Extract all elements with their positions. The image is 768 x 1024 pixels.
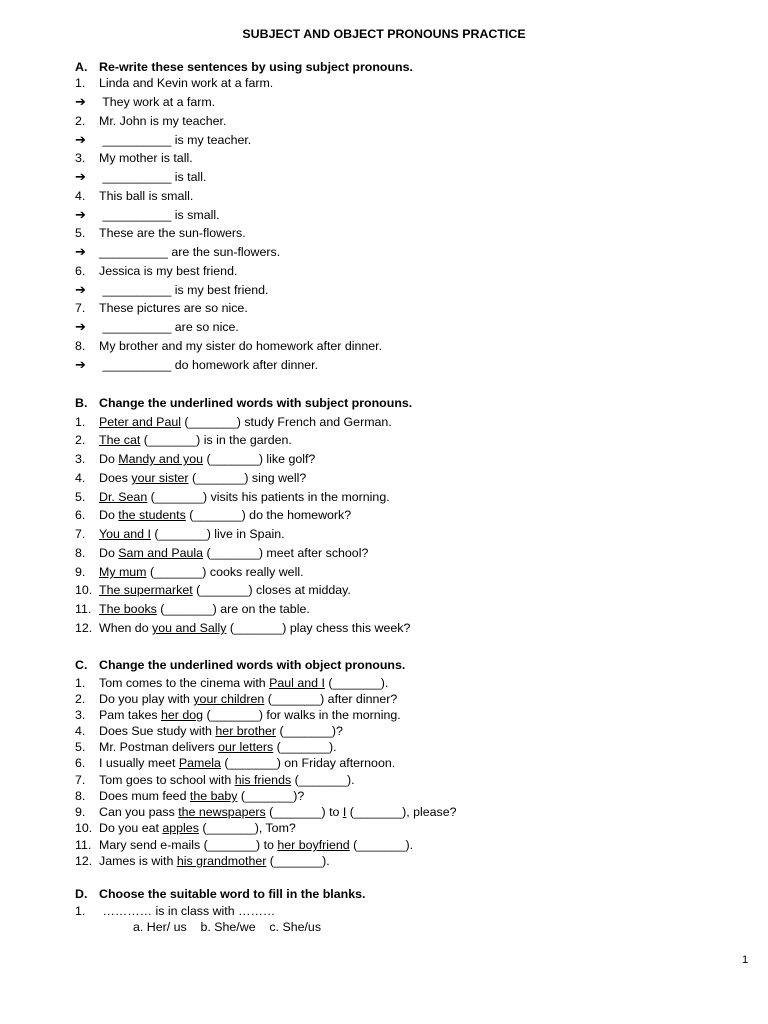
list-item [75, 837, 413, 853]
answer-line [75, 282, 268, 298]
item-text: Do [99, 546, 119, 560]
item-text: (_______) closes at midday. [192, 583, 351, 597]
underlined-words: your sister [131, 471, 189, 485]
list-item [75, 820, 296, 836]
item-text: Mr. Postman delivers [99, 740, 219, 754]
list-item [75, 723, 343, 739]
list-item [75, 75, 273, 91]
list-item [75, 489, 390, 505]
list-item [75, 338, 382, 354]
underlined-words: Paul and I [269, 676, 325, 690]
item-text: (_______) for walks in the morning. [203, 708, 401, 722]
list-item [75, 225, 246, 241]
item-text: (_______) visits his patients in the morning. [147, 490, 390, 504]
answer-options [133, 919, 321, 935]
list-item [75, 113, 226, 129]
list-item [75, 300, 248, 316]
item-text: Tom goes to school with [99, 773, 235, 787]
item-sentence: Jessica is my best friend. [99, 264, 238, 278]
item-text: (_______). [273, 740, 337, 754]
underlined-words: I [342, 805, 347, 819]
answer-text: __________ are so nice. [99, 320, 239, 334]
section-letter: C. [75, 658, 88, 672]
item-number: 6. [75, 264, 86, 278]
answer-text: __________ do homework after dinner. [99, 358, 319, 372]
section-c-heading [75, 657, 405, 673]
item-number: 11. [75, 602, 92, 616]
underlined-words: The books [99, 602, 157, 616]
list-item [75, 601, 310, 617]
underlined-words: The supermarket [99, 583, 193, 597]
item-text: (_______) sing well? [188, 471, 307, 485]
underlined-words: The cat [99, 433, 141, 447]
arrow-icon: ➔ [75, 169, 86, 184]
item-text: (_______) after dinner? [264, 692, 398, 706]
section-d-heading [75, 886, 365, 902]
answer-line [75, 94, 215, 110]
item-text: Do you eat [99, 821, 163, 835]
underlined-words: My mum [99, 565, 147, 579]
list-item [75, 526, 285, 542]
arrow-icon: ➔ [75, 132, 86, 147]
list-item [75, 470, 306, 486]
item-number: 4. [75, 724, 86, 738]
item-text: (_______) live in Spain. [150, 527, 285, 541]
list-item [75, 755, 395, 771]
list-item [75, 903, 275, 919]
item-sentence: My brother and my sister do homework after dinner. [99, 339, 383, 353]
arrow-icon: ➔ [75, 282, 86, 297]
item-number: 2. [75, 114, 86, 128]
list-item [75, 691, 397, 707]
item-text: (_______), Tom? [198, 821, 296, 835]
item-text: Does [99, 471, 132, 485]
underlined-words: your children [193, 692, 265, 706]
underlined-words: our letters [218, 740, 274, 754]
item-number: 4. [75, 189, 86, 203]
underlined-words: Sam and Paula [118, 546, 204, 560]
item-sentence: This ball is small. [99, 189, 194, 203]
item-text: When do [99, 621, 153, 635]
list-item [75, 620, 410, 636]
answer-text: They work at a farm. [99, 95, 216, 109]
underlined-words: the baby [189, 789, 238, 803]
item-text: (_______), please? [346, 805, 457, 819]
list-item [75, 707, 401, 723]
list-item [75, 788, 304, 804]
arrow-icon: ➔ [75, 207, 86, 222]
underlined-words: Dr. Sean [99, 490, 148, 504]
item-number: 7. [75, 301, 86, 315]
page-title: SUBJECT AND OBJECT PRONOUNS PRACTICE [242, 27, 526, 41]
item-sentence: Mr. John is my teacher. [99, 114, 227, 128]
item-number: 5. [75, 226, 86, 240]
item-text: Mary send e-mails (_______) to [99, 838, 278, 852]
item-text: Do [99, 508, 119, 522]
arrow-icon: ➔ [75, 319, 86, 334]
item-number: 7. [75, 527, 86, 541]
list-item [75, 451, 315, 467]
item-number: 3. [75, 452, 86, 466]
underlined-words: her brother [215, 724, 277, 738]
item-number: 12. [75, 854, 93, 868]
list-item [75, 150, 193, 166]
item-text: Tom comes to the cinema with [99, 676, 270, 690]
item-number: 7. [75, 773, 86, 787]
item-text: (_______) to [265, 805, 343, 819]
underlined-words: You and I [99, 527, 151, 541]
item-text: James is with [99, 854, 177, 868]
item-number: 9. [75, 565, 86, 579]
item-number: 1. [75, 76, 86, 90]
answer-line [75, 169, 206, 185]
answer-line [75, 319, 239, 335]
item-text: Can you pass [99, 805, 179, 819]
answer-text: __________ is tall. [99, 170, 207, 184]
item-number: 5. [75, 490, 86, 504]
item-text: (_______)? [237, 789, 305, 803]
underlined-words: Pamela [178, 756, 221, 770]
item-sentence: These are the sun-flowers. [99, 226, 246, 240]
item-text: (_______) cooks really well. [146, 565, 304, 579]
item-text: Pam takes [99, 708, 161, 722]
item-text: (_______)? [276, 724, 343, 738]
item-number: 3. [75, 708, 86, 722]
item-text: (_______). [349, 838, 414, 852]
list-item [75, 414, 392, 430]
item-text: Do [99, 452, 119, 466]
item-sentence: Linda and Kevin work at a farm. [99, 76, 274, 90]
item-number: 12. [75, 621, 93, 635]
item-number: 2. [75, 433, 86, 447]
item-text: (_______). [291, 773, 355, 787]
item-number: 10. [75, 583, 93, 597]
item-number: 1. [75, 415, 86, 429]
answer-line [75, 244, 280, 260]
item-number: 8. [75, 789, 86, 803]
section-letter: A. [75, 60, 88, 74]
list-item [75, 582, 351, 598]
section-heading-text: Re-write these sentences by using subject pronouns. [99, 60, 413, 74]
answer-text: __________ are the sun-flowers. [99, 245, 281, 259]
list-item [75, 739, 337, 755]
item-number: 11. [75, 838, 92, 852]
list-item [75, 675, 388, 691]
item-text: (_______) on Friday afternoon. [220, 756, 396, 770]
item-text: (_______) play chess this week? [226, 621, 411, 635]
list-item [75, 188, 193, 204]
item-text: Does Sue study with [99, 724, 216, 738]
underlined-words: her boyfriend [277, 838, 350, 852]
item-number: 9. [75, 805, 86, 819]
section-heading-text: Change the underlined words with subject pronouns. [99, 396, 413, 410]
section-a-heading [75, 59, 413, 75]
underlined-words: the newspapers [178, 805, 266, 819]
item-number: 5. [75, 740, 86, 754]
list-item [75, 263, 237, 279]
answer-line [75, 132, 251, 148]
page-number: 1 [742, 954, 749, 966]
item-number: 3. [75, 151, 86, 165]
answer-text: __________ is small. [99, 208, 220, 222]
item-number: 10. [75, 821, 93, 835]
section-b-heading [75, 395, 412, 411]
list-item [75, 545, 368, 561]
list-item [75, 853, 330, 869]
answer-text: __________ is my best friend. [99, 283, 269, 297]
item-sentence: My mother is tall. [99, 151, 193, 165]
list-item [75, 507, 351, 523]
arrow-icon: ➔ [75, 357, 86, 372]
options-text: a. Her/ us b. She/we c. She/us [133, 920, 322, 934]
underlined-words: the students [118, 508, 186, 522]
underlined-words: Peter and Paul [99, 415, 181, 429]
item-number: 1. [75, 904, 86, 918]
item-number: 2. [75, 692, 86, 706]
item-text: I usually meet [99, 756, 179, 770]
underlined-words: his grandmother [176, 854, 267, 868]
item-text: (_______). [266, 854, 330, 868]
underlined-words: his friends [234, 773, 292, 787]
underlined-words: her dog [160, 708, 204, 722]
arrow-icon: ➔ [75, 94, 86, 109]
item-text: (_______) like golf? [203, 452, 316, 466]
item-text: (_______) is in the garden. [140, 433, 292, 447]
list-item [75, 564, 304, 580]
item-text: Do you play with [99, 692, 194, 706]
item-text: (_______) are on the table. [156, 602, 310, 616]
arrow-icon: ➔ [75, 244, 86, 259]
underlined-words: Mandy and you [118, 452, 204, 466]
section-letter: D. [75, 887, 88, 901]
item-number: 4. [75, 471, 86, 485]
item-number: 8. [75, 339, 86, 353]
section-heading-text: Change the underlined words with object pronouns. [99, 658, 406, 672]
item-text: (_______). [324, 676, 389, 690]
item-sentence: These pictures are so nice. [99, 301, 248, 315]
answer-text: __________ is my teacher. [99, 133, 252, 147]
item-text: (_______) study French and German. [180, 415, 392, 429]
item-number: 1. [75, 676, 86, 690]
item-text: (_______) do the homework? [185, 508, 352, 522]
item-number: 8. [75, 546, 86, 560]
list-item [75, 432, 292, 448]
underlined-words: you and Sally [152, 621, 227, 635]
list-item [75, 804, 457, 820]
item-text: ………… is in class with ……… [99, 904, 276, 918]
item-number: 6. [75, 756, 86, 770]
section-letter: B. [75, 396, 88, 410]
item-text: Does mum feed [99, 789, 190, 803]
answer-line [75, 357, 318, 373]
section-heading-text: Choose the suitable word to fill in the blanks. [99, 887, 366, 901]
item-number: 6. [75, 508, 86, 522]
list-item [75, 772, 355, 788]
underlined-words: apples [162, 821, 199, 835]
item-text: (_______) meet after school? [203, 546, 369, 560]
answer-line [75, 207, 220, 223]
